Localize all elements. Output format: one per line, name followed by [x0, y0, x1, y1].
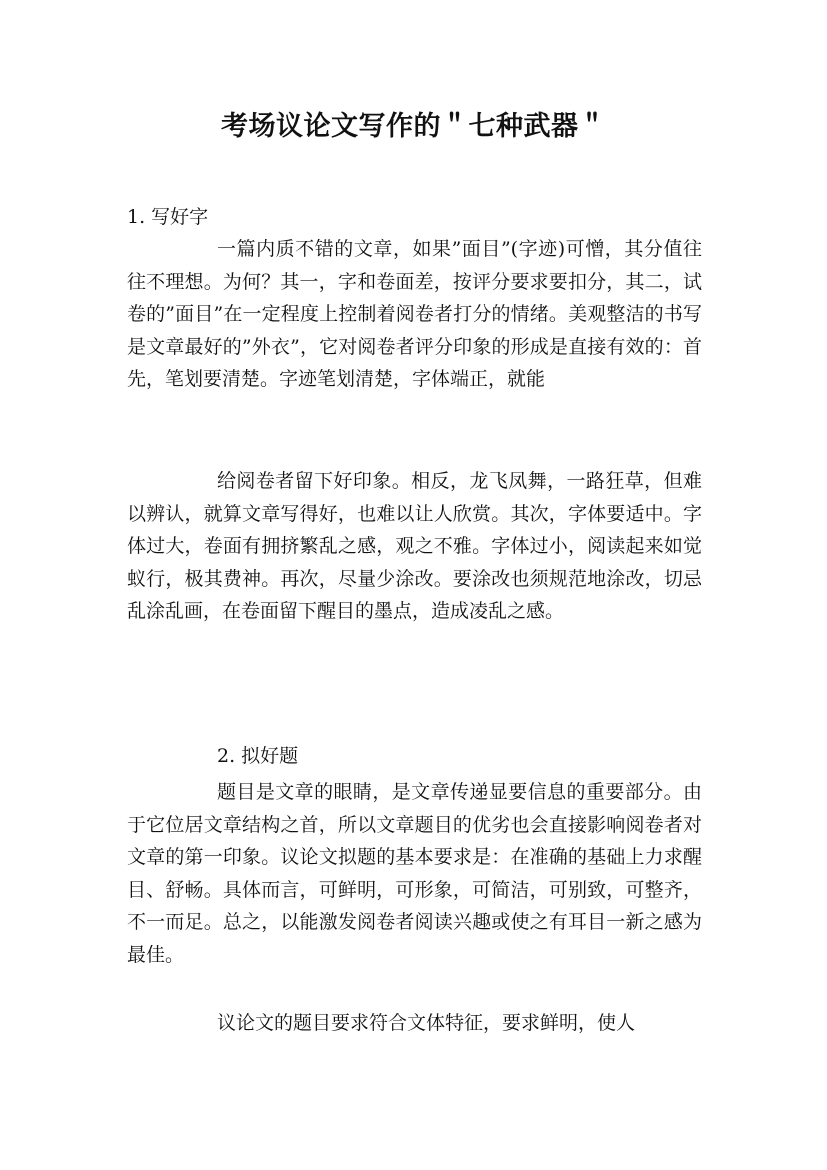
- paragraph-2-2: 议论文的题目要求符合文体特征，要求鲜明，使人: [217, 1012, 636, 1034]
- section-heading-2: 2. 拟好题: [217, 745, 299, 767]
- paragraph-1-2: 给阅卷者留下好印象。相反，龙飞凤舞，一路狂草，但难以辨认，就算文章写得好，也难以让人欣赏。其次，字体要适中。字体过大，卷面有拥挤繁乱之感，观之不雅。字体过小，阅读起来如觉蚁行，极其费神。再次，尽量少涂改。要涂改也须规范地涂改，切忌乱涂乱画，在卷面留下醒目的墨点，造成凌乱之感。: [127, 470, 702, 622]
- paragraph-2-1: 题目是文章的眼睛，是文章传递显要信息的重要部分。由于它位居文章结构之首，所以文章题目的优劣也会直接影响阅卷者对文章的第一印象。议论文拟题的基本要求是：在准确的基础上力求醒目、舒畅。具体而言，可鲜明，可形象，可简洁，可别致，可整齐，不一而足。总之，以能激发阅卷者阅读兴趣或使之有耳目一新之感为最佳。: [127, 781, 702, 966]
- section-heading-1: 1. 写好字: [127, 206, 209, 228]
- paragraph-1-1: 一篇内质不错的文章，如果”面目”(字迹)可憎，其分值往往不理想。为何？其一，字和卷面差，按评分要求要扣分，其二，试卷的”面目”在一定程度上控制着阅卷者打分的情绪。美观整洁的书写是文章最好的”外衣”，它对阅卷者评分印象的形成是直接有效的：首先，笔划要清楚。字迹笔划清楚，字体端正，就能: [127, 238, 702, 390]
- document-title: 考场议论文写作的＂七种武器＂: [221, 111, 606, 142]
